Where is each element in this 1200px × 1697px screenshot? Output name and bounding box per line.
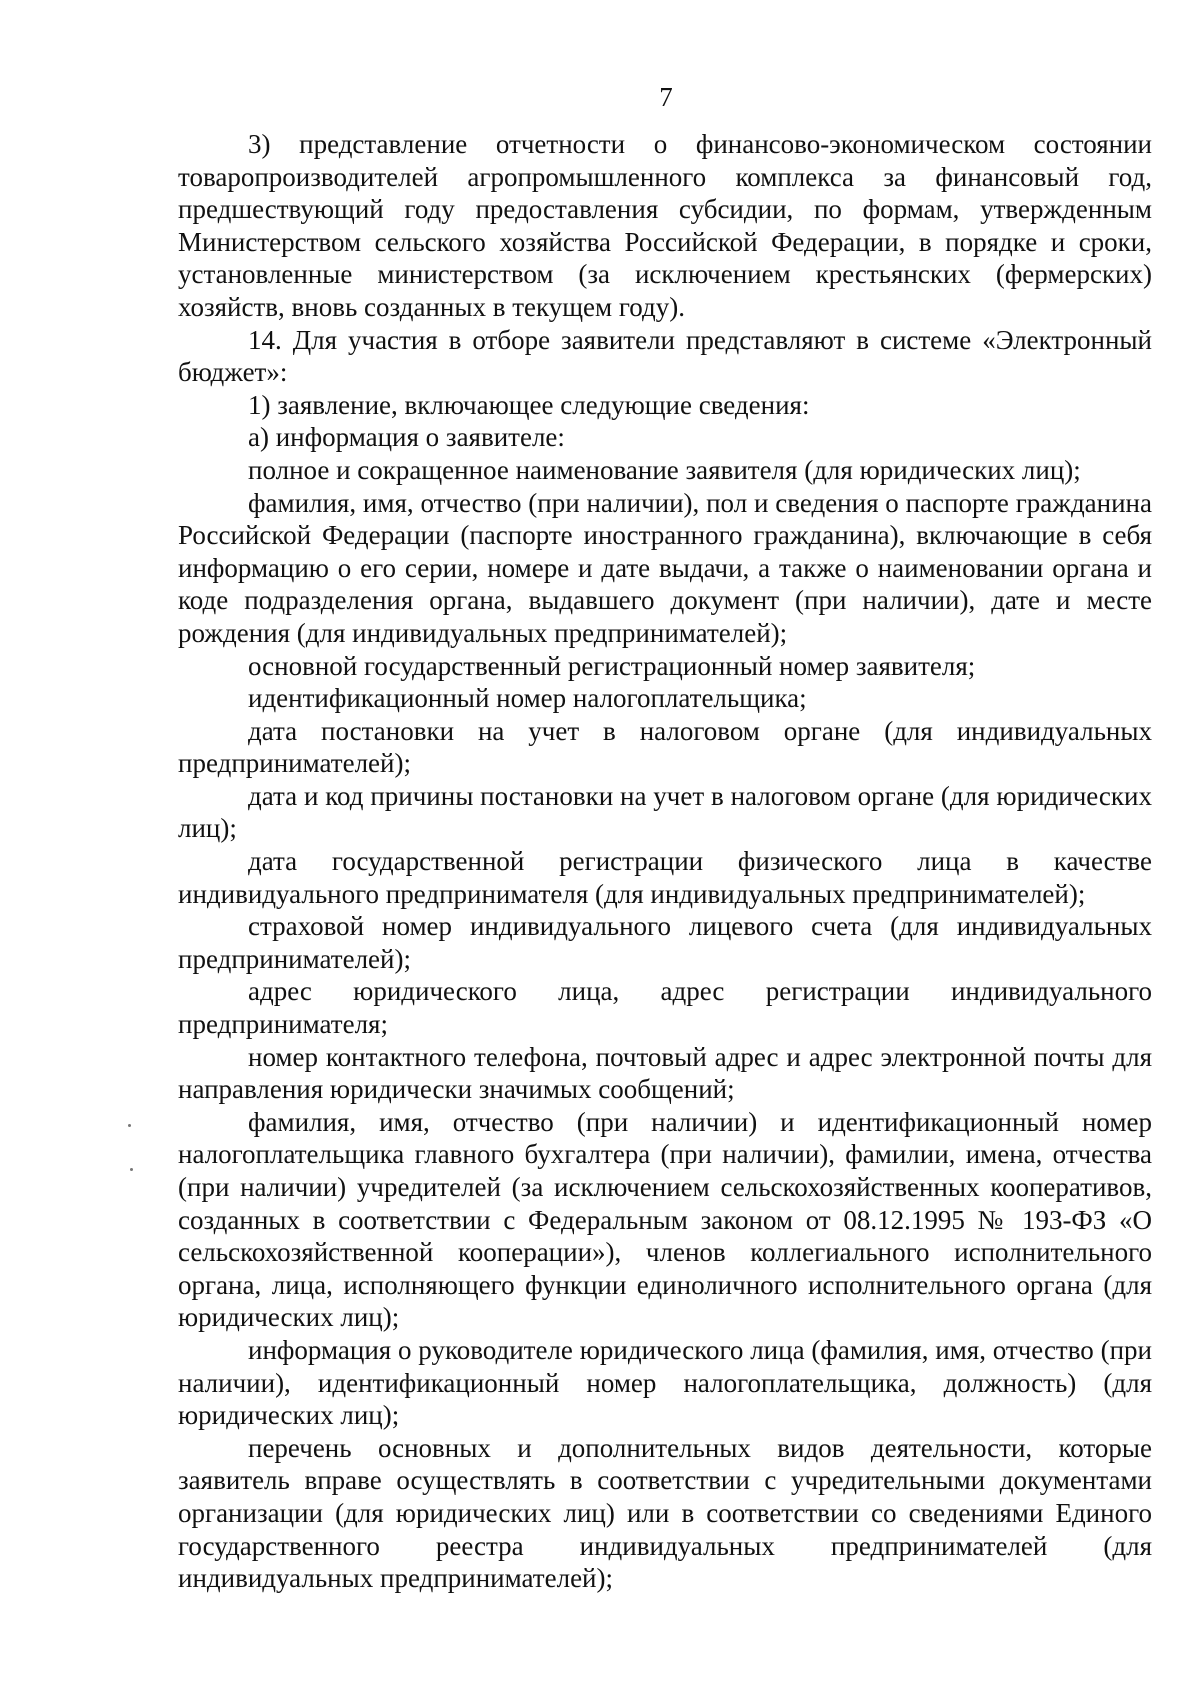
paragraph-state-registration-date: дата государственной регистрации физического лица в качестве индивидуального предпринимателя (для индивидуальных предпринимателей); xyxy=(178,846,1152,909)
paragraph-subitem-a-applicant-info: а) информация о заявителе: xyxy=(248,422,565,453)
paragraph-address: адрес юридического лица, адрес регистрации индивидуального предпринимателя; xyxy=(178,976,1152,1040)
paragraph-snils: страховой номер индивидуального лицевого счета (для индивидуальных предпринимателей); xyxy=(178,911,1152,974)
paragraph-full-name: полное и сокращенное наименование заявителя (для юридических лиц); xyxy=(248,454,1081,485)
paragraph-kpp: дата и код причины постановки на учет в налоговом органе (для юридических лиц); xyxy=(178,780,1152,844)
paragraph-inn: идентификационный номер налогоплательщика; xyxy=(248,683,807,714)
scan-speck xyxy=(130,1168,133,1171)
paragraph-item-1-application: 1) заявление, включающее следующие сведения: xyxy=(248,389,810,420)
document-body xyxy=(178,128,1152,1595)
paragraph-contacts: номер контактного телефона, почтовый адрес и адрес электронной почты для направления юридически значимых сообщений; xyxy=(178,1041,1152,1105)
scan-speck xyxy=(128,1124,131,1127)
paragraph-item-3-reporting: 3) представление отчетности о финансово-экономическом состоянии товаропроизводителей агропромышленного комплекса за финансовый год, предшествующий году предоставления субсидии, по формам, утвержденным Министерством сельского хозяйства Российской Федерации, в порядке и сроки, установленные министерством (за исключением крестьянских (фермерских) хозяйств, вновь созданных в текущем году). xyxy=(178,129,1152,322)
paragraph-head-of-entity: информация о руководителе юридического лица (фамилия, имя, отчество (при наличии), идентификационный номер налогоплательщика, должность) (для юридических лиц); xyxy=(178,1334,1152,1431)
paragraph-passport-details: фамилия, имя, отчество (при наличии), пол и сведения о паспорте гражданина Российской Федерации (паспорте иностранного гражданина), включающие в себя информацию о его серии, номере и дате выдачи, а также о наименовании органа и коде подразделения органа, выдавшего документ (при наличии), дате и месте рождения (для индивидуальных предпринимателей); xyxy=(178,487,1152,648)
paragraph-accountant-founders: фамилия, имя, отчество (при наличии) и идентификационный номер налогоплательщика главного бухгалтера (при наличии), фамилии, имена, отчества (при наличии) учредителей (за исключением сельскохозяйственных кооперативов, созданных в соответствии с Федеральным законом от 08.12.1995 № 193-ФЗ «О сельскохозяйственной кооперации»), членов коллегиального исполнительного органа, лица, исполняющего функции единоличного исполнительного органа (для юридических лиц); xyxy=(178,1106,1152,1333)
paragraph-ogrn: основной государственный регистрационный номер заявителя; xyxy=(248,650,976,681)
paragraph-section-14: 14. Для участия в отборе заявители представляют в системе «Электронный бюджет»: xyxy=(178,324,1152,388)
paragraph-tax-registration-date: дата постановки на учет в налоговом органе (для индивидуальных предпринимателей); xyxy=(178,715,1152,779)
paragraph-activity-types: перечень основных и дополнительных видов деятельности, которые заявитель вправе осуществлять в соответствии с учредительными документами организации (для юридических лиц) или в соответствии со сведениями Единого государственного реестра индивидуальных предпринимателей (для индивидуальных предпринимателей); xyxy=(178,1432,1152,1594)
page-number: 7 xyxy=(659,82,673,112)
